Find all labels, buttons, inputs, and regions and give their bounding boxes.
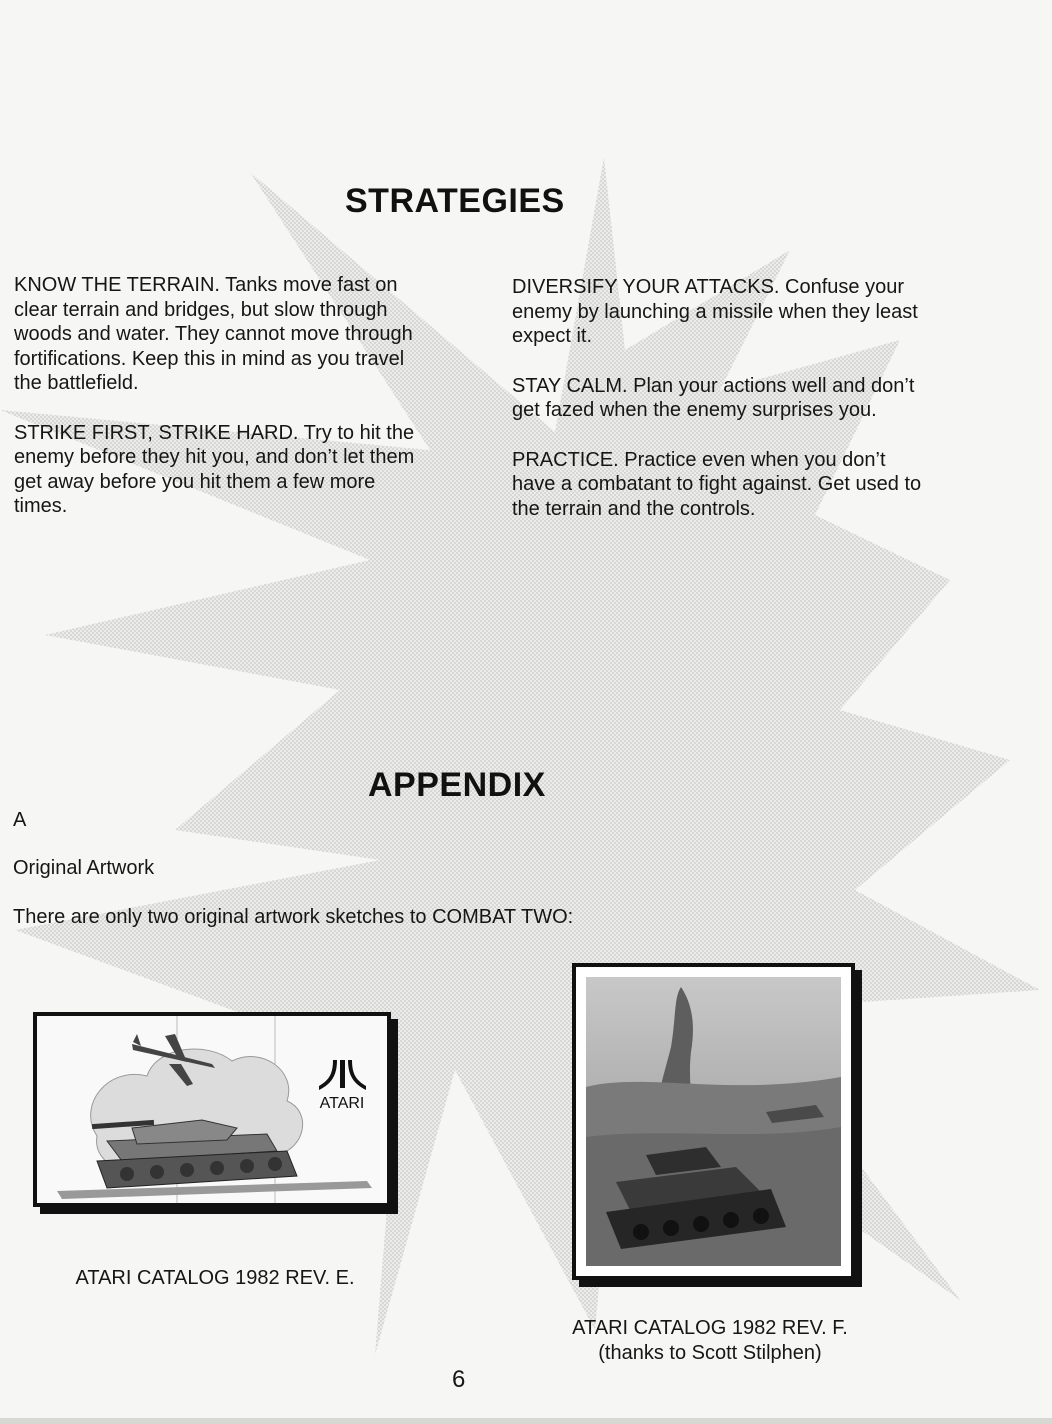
artwork-rev-f-image (586, 977, 841, 1266)
tip-stay-calm: STAY CALM. Plan your actions well and don’t get fazed when the enemy surprises you. (512, 374, 915, 421)
strategies-left-column (14, 273, 424, 544)
atari-logo-text: ATARI (319, 1095, 365, 1112)
tip-know-the-terrain: KNOW THE TERRAIN. Tanks move fast on clear terrain and bridges, but slow through woods and water. They cannot move through fortifications. Keep this in mind as you travel the battlefield. (14, 274, 413, 394)
tip-diversify-attacks: DIVERSIFY YOUR ATTACKS. Confuse your enemy by launching a missile when they least expect it. (512, 276, 918, 347)
appendix-heading: APPENDIX (368, 766, 546, 804)
artwork-rev-f-caption (540, 1316, 880, 1366)
artwork-rev-f-caption-line2: (thanks to Scott Stilphen) (598, 1342, 822, 1364)
artwork-rev-f-caption-line1: ATARI CATALOG 1982 REV. F. (572, 1317, 848, 1339)
artwork-rev-e-frame (33, 1012, 391, 1207)
tip-strike-first: STRIKE FIRST, STRIKE HARD. Try to hit the enemy before they hit you, and don’t let them get away before you hit them a few more times. (14, 421, 415, 517)
appendix-intro: There are only two original artwork sketches to COMBAT TWO: (13, 906, 574, 928)
appendix-section-title: Original Artwork (13, 857, 155, 879)
appendix-section-letter: A (13, 809, 27, 831)
strategies-heading: STRATEGIES (345, 182, 565, 220)
artwork-rev-e-caption: ATARI CATALOG 1982 REV. E. (75, 1267, 355, 1289)
strategies-right-column (512, 275, 932, 546)
page-number: 6 (452, 1366, 466, 1393)
artwork-rev-e-image (37, 1016, 387, 1203)
tip-practice: PRACTICE. Practice even when you don’t have a combatant to fight against. Get used to the terrain and the controls. (512, 448, 922, 520)
page-bottom-edge (0, 1418, 1052, 1424)
artwork-rev-f-frame (572, 963, 855, 1280)
